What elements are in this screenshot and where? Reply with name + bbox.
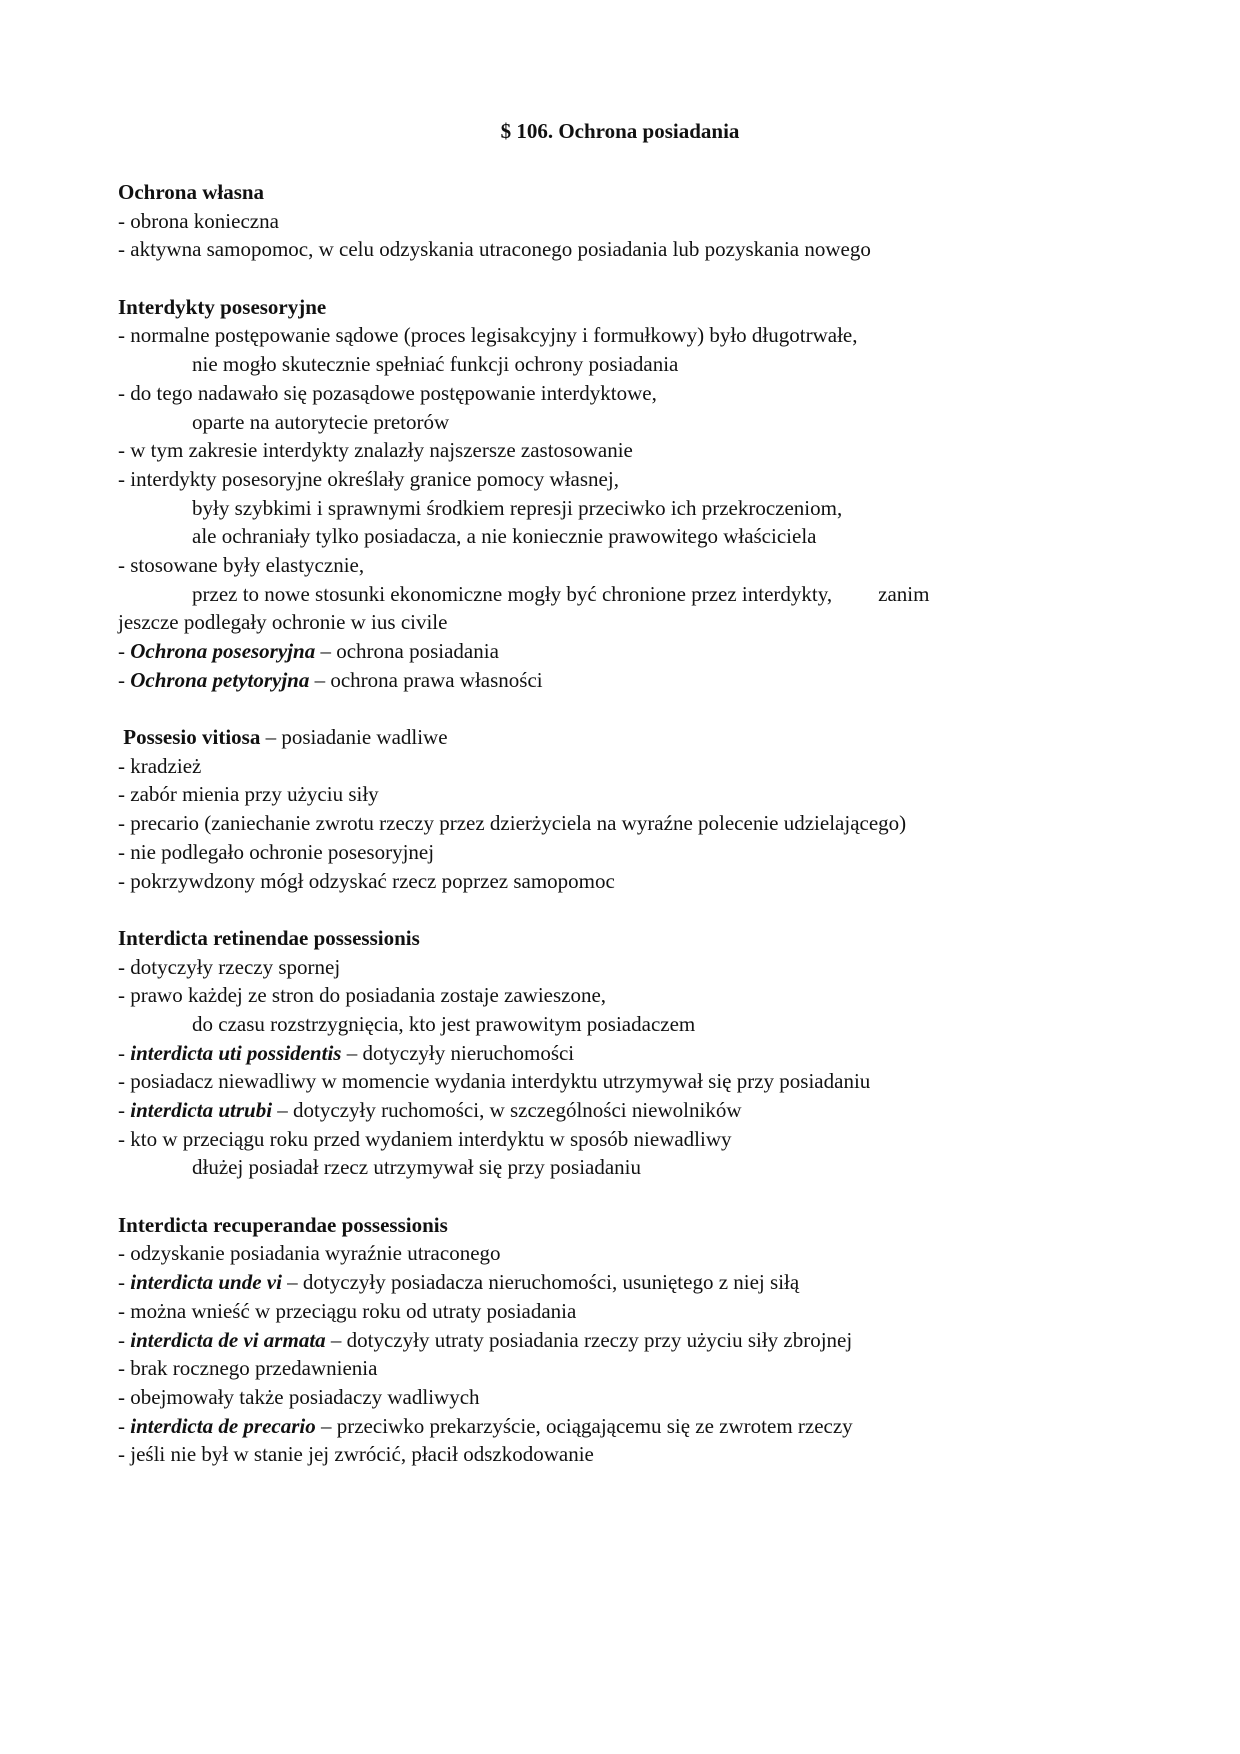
bullet: - (118, 1270, 131, 1295)
heading-term: Possesio vitiosa (118, 725, 261, 750)
list-item (118, 637, 1128, 666)
blank-line (118, 1182, 1128, 1211)
list-item: - w tym zakresie interdykty znalazły najszersze zastosowanie (118, 438, 633, 463)
heading-definition: – posiadanie wadliwe (260, 725, 448, 750)
list-item: - odzyskanie posiadania wyraźnie utraconego (118, 1241, 501, 1266)
term-interdicta-de-precario: interdicta de precario (130, 1413, 316, 1438)
list-item: - prawo każdej ze stron do posiadania zostaje zawieszone, (118, 983, 607, 1008)
term-interdicta-unde-vi: interdicta unde vi (130, 1270, 282, 1295)
section-heading-interdicta-retinendae: Interdicta retinendae possessionis (118, 925, 420, 950)
list-item: - jeśli nie był w stanie jej zwrócić, płacił odszkodowanie (118, 1442, 594, 1467)
blank-line (118, 264, 1128, 293)
section-heading-interdykty-posesoryjne: Interdykty posesoryjne (118, 294, 327, 319)
continuation-text: przez to nowe stosunki ekonomiczne mogły być chronione przez interdykty, (192, 581, 833, 606)
list-item (118, 1412, 1128, 1441)
list-item-continuation (118, 580, 1128, 609)
section-heading-possesio-vitiosa (118, 723, 1128, 752)
bullet: - (118, 1040, 131, 1065)
section-heading-ochrona-wlasna: Ochrona własna (118, 180, 265, 204)
bullet: - (118, 1413, 131, 1438)
list-item: - posiadacz niewadliwy w momencie wydania interdyktu utrzymywał się przy posiadaniu (118, 1069, 871, 1094)
page-title: $ 106. Ochrona posiadania (500, 119, 740, 143)
list-item-continuation: dłużej posiadał rzecz utrzymywał się przy posiadaniu (192, 1155, 641, 1180)
blank-line (118, 694, 1128, 723)
bullet: - (118, 667, 131, 692)
list-item-continuation: nie mogło skutecznie spełniać funkcji ochrony posiadania (192, 352, 679, 377)
definition: – dotyczyły nieruchomości (341, 1040, 575, 1065)
list-item: - stosowane były elastycznie, (118, 552, 365, 577)
bullet: - (118, 1098, 131, 1122)
term-interdicta-de-vi-armata: interdicta de vi armata (130, 1327, 326, 1352)
list-item: - interdykty posesoryjne określały granice pomocy własnej, (118, 466, 619, 491)
blank-line (118, 895, 1128, 924)
list-item: - zabór mienia przy użyciu siły (118, 782, 379, 807)
list-item: - dotyczyły rzeczy spornej (118, 954, 341, 979)
list-item (118, 1096, 1128, 1125)
section-heading-interdicta-recuperandae: Interdicta recuperandae possessionis (118, 1212, 448, 1237)
list-item: - do tego nadawało się pozasądowe postępowanie interdyktowe, (118, 380, 657, 405)
definition: – dotyczyły ruchomości, w szczególności niewolników (272, 1098, 742, 1122)
list-item: - obejmowały także posiadaczy wadliwych (118, 1384, 480, 1409)
list-item: - precario (zaniechanie zwrotu rzeczy przez dzierżyciela na wyraźne polecenie udzielającego) (118, 811, 907, 836)
document-body (118, 178, 1128, 1469)
list-item-continuation: ale ochraniały tylko posiadacza, a nie koniecznie prawowitego właściciela (192, 524, 817, 549)
definition: – przeciwko prekarzyście, ociągającemu się ze zwrotem rzeczy (315, 1413, 853, 1438)
list-item-continuation: były szybkimi i sprawnymi środkiem represji przeciwko ich przekroczeniom, (192, 495, 843, 520)
definition: – ochrona prawa własności (309, 667, 543, 692)
list-item: - aktywna samopomoc, w celu odzyskania utraconego posiadania lub pozyskania nowego (118, 237, 871, 262)
term-ochrona-petytoryjna: Ochrona petytoryjna (130, 667, 310, 692)
list-item: - obrona konieczna (118, 208, 279, 233)
definition: – dotyczyły utraty posiadania rzeczy przy użyciu siły zbrojnej (325, 1327, 853, 1352)
definition: – dotyczyły posiadacza nieruchomości, usuniętego z niej siłą (281, 1270, 800, 1295)
list-item (118, 1039, 1128, 1068)
list-item: - kradzież (118, 753, 202, 778)
list-item: - nie podlegało ochronie posesoryjnej (118, 839, 435, 864)
list-item-continuation: oparte na autorytecie pretorów (192, 409, 450, 434)
list-item (118, 1268, 1128, 1297)
list-item: - można wnieść w przeciągu roku od utraty posiadania (118, 1298, 577, 1323)
term-interdicta-utrubi: interdicta utrubi (130, 1098, 273, 1122)
list-item (118, 1326, 1128, 1355)
list-item-continuation: jeszcze podlegały ochronie w ius civile (118, 610, 448, 635)
definition: – ochrona posiadania (315, 639, 499, 663)
list-item: - kto w przeciągu roku przed wydaniem interdyktu w sposób niewadliwy (118, 1126, 732, 1151)
continuation-text-end: zanim (878, 581, 930, 606)
bullet: - (118, 639, 131, 663)
list-item-continuation: do czasu rozstrzygnięcia, kto jest prawowitym posiadaczem (192, 1011, 696, 1036)
term-interdicta-uti-possidentis: interdicta uti possidentis (130, 1040, 342, 1065)
list-item: - brak rocznego przedawnienia (118, 1356, 378, 1381)
term-ochrona-posesoryjna: Ochrona posesoryjna (130, 639, 316, 663)
list-item (118, 666, 1128, 695)
list-item: - normalne postępowanie sądowe (proces legisakcyjny i formułkowy) było długotrwałe, (118, 323, 858, 348)
bullet: - (118, 1327, 131, 1352)
list-item: - pokrzywdzony mógł odzyskać rzecz poprzez samopomoc (118, 868, 615, 893)
